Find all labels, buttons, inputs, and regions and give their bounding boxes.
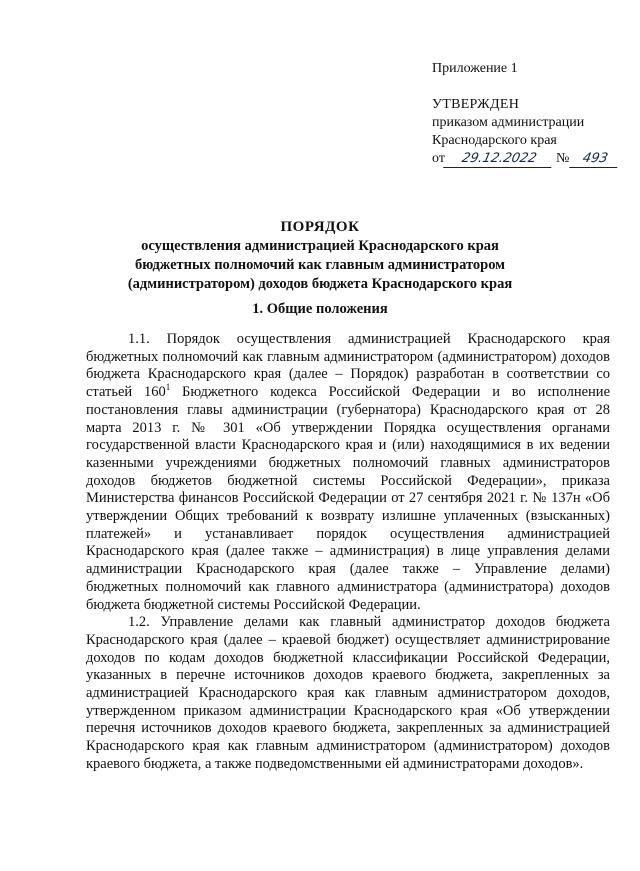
paragraph-1-2: 1.2. Управление делами как главный администратор доходов бюджета Краснодарского края (далее – краевой бюджет) осуществляет администрирование доходов по кодам доходов бюджетной классификации Российской Федерации, указанных в перечне источников доходов краевого бюджета, закрепленных за администрацией Краснодарского края как главным администратором доходов, утвержденном приказом администрации Краснодарского края «Об утверждении перечня источников доходов краевого бюджета, закрепленных за администрацией Краснодарского края как главным администратором (администратором) доходов краевого бюджета, а также подведомственными ей администраторами доходов».	[86, 614, 610, 772]
approved-by-line-1: приказом администрации	[432, 115, 585, 130]
title-line-3: (администратором) доходов бюджета Краснодарского края	[127, 276, 513, 292]
title-line-1: осуществления администрацией Краснодарского края	[141, 238, 499, 254]
section-heading: 1. Общие положения	[252, 301, 388, 317]
document-title	[0, 218, 640, 294]
handwritten-number: 493	[569, 151, 621, 168]
paragraph-1-1-part-2: Бюджетного кодекса Российской Федерации и во исполнение постановления главы администрации (губернатора) Краснодарского края от 28 марта 2013 г. № 301 «Об утверждении Порядка осуществления органами государственной власти Краснодарского края и (или) находящимися в их ведении казенными учреждениями бюджетных полномочий главных администраторов доходов бюджетов бюджетной системы Российской Федерации», приказа Министерства финансов Российской Федерации от 27 сентября 2021 г. № 137н «Об утверждении Общих требований к возврату излишне уплаченных (взысканных) платежей» и устанавливает порядок осуществления администрацией Краснодарского края (далее также – администрация) в лице управления делами администрации Краснодарского края (далее также – Управление делами) бюджетных полномочий как главного администратора (администратора) доходов бюджета бюджетной системы Российской Федерации.	[86, 384, 611, 613]
article-superscript: 1	[165, 382, 171, 393]
number-sign: №	[555, 151, 570, 166]
paragraph-1-1	[86, 331, 610, 614]
title-line-2: бюджетных полномочий как главным администратором	[134, 257, 506, 273]
appendix-label: Приложение 1	[432, 61, 518, 76]
paragraph-1-1-part-1: 1.1. Порядок осуществления администрацией Краснодарского края бюджетных полномочий как главным администратором (администратором) доходов бюджета Краснодарского края (далее – Порядок) разработан в соответствии со статьей 160	[86, 331, 610, 401]
date-prefix: от	[432, 151, 445, 166]
handwritten-date: 29.12.2022	[443, 151, 555, 168]
approval-block	[432, 60, 619, 168]
date-number-line	[432, 150, 619, 168]
title-main: ПОРЯДОК	[280, 219, 360, 235]
body-text	[86, 331, 610, 774]
approved-by-line-2: Краснодарского края	[432, 133, 557, 148]
approved-label: УТВЕРЖДЕН	[432, 97, 520, 112]
